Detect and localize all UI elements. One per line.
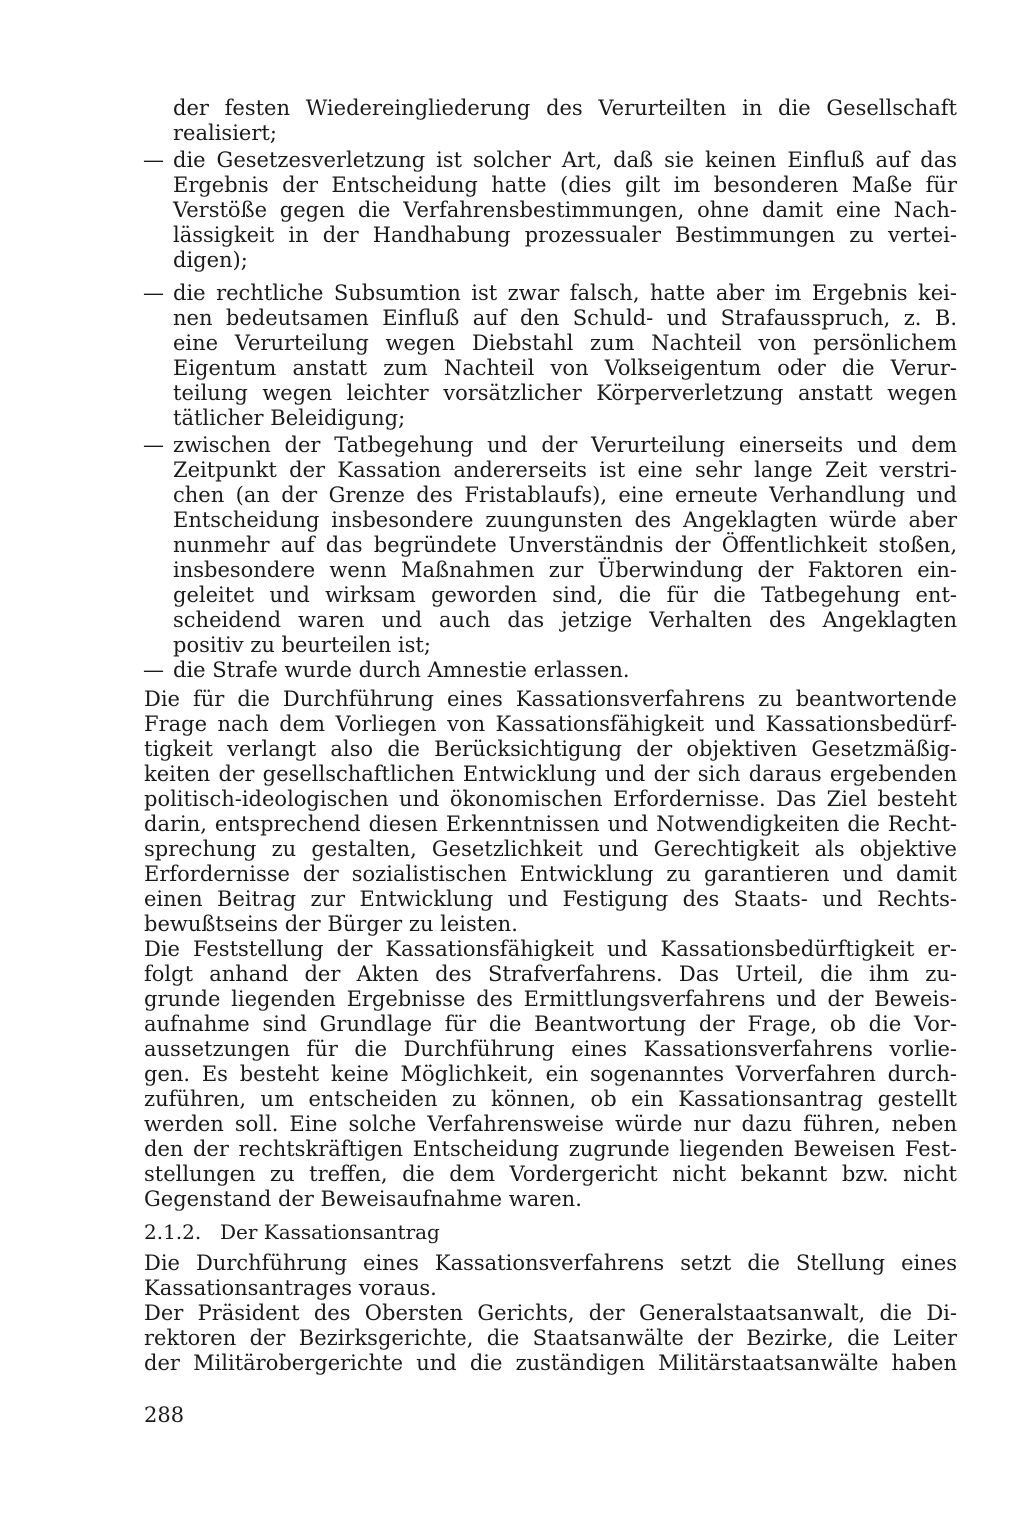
text-line: folgt anhand der Akten des Strafverfahrens. Das Urteil, die ihm zu- xyxy=(144,962,957,986)
text-line: die Strafe wurde durch Amnestie erlassen. xyxy=(173,658,630,682)
text-line: werden soll. Eine solche Verfahrensweise würde nur dazu führen, neben xyxy=(144,1112,957,1136)
text-line: politisch-ideologischen und ökonomischen Erfordernisse. Das Ziel besteht xyxy=(144,787,957,811)
bullet-dash: — xyxy=(143,658,164,682)
bullet-dash: — xyxy=(143,281,164,305)
text-line: zuführen, um entscheiden zu können, ob ein Kassationsantrag gestellt xyxy=(144,1087,957,1111)
text-line: Kassationsantrages voraus. xyxy=(144,1276,437,1300)
text-line: teilung wegen leichter vorsätzlicher Körperverletzung anstatt wegen xyxy=(173,381,957,405)
text-line: die rechtliche Subsumtion ist zwar falsch, hatte aber im Ergebnis kei- xyxy=(173,281,957,305)
text-line: Entscheidung insbesondere zuungunsten des Angeklagten würde aber xyxy=(173,508,957,532)
text-line: Ergebnis der Entscheidung hatte (dies gilt im besonderen Maße für xyxy=(173,173,957,197)
text-line: stellungen zu treffen, die dem Vordergericht nicht bekannt bzw. nicht xyxy=(144,1162,957,1186)
text-line: Die Feststellung der Kassationsfähigkeit und Kassationsbedürftigkeit er- xyxy=(144,937,957,961)
text-line: der Militärobergerichte und die zuständigen Militärstaatsanwälte haben xyxy=(144,1351,957,1375)
text-line: chen (an der Grenze des Fristablaufs), eine erneute Verhandlung und xyxy=(173,483,957,507)
bullet-dash: — xyxy=(143,148,164,172)
text-line: aussetzungen für die Durchführung eines Kassationsverfahrens vorlie- xyxy=(144,1037,957,1061)
text-line: scheidend waren und auch das jetzige Verhalten des Angeklagten xyxy=(173,608,957,632)
text-line: nen bedeutsamen Einfluß auf den Schuld- und Strafausspruch, z. B. xyxy=(173,306,957,330)
section-number: 2.1.2. xyxy=(144,1220,202,1244)
text-line: rektoren der Bezirksgerichte, die Staatsanwälte der Bezirke, die Leiter xyxy=(144,1326,957,1350)
text-line: Der Präsident des Obersten Gerichts, der Generalstaatsanwalt, die Di- xyxy=(144,1301,957,1325)
text-line: Eigentum anstatt zum Nachteil von Volkseigentum oder die Verur- xyxy=(173,356,957,380)
text-line: tigkeit verlangt also die Berücksichtigung der objektiven Gesetzmäßig- xyxy=(144,737,957,761)
text-line: realisiert; xyxy=(173,121,277,145)
text-line: zwischen der Tatbegehung und der Verurteilung einerseits und dem xyxy=(173,433,957,457)
text-line: Verstöße gegen die Verfahrensbestimmungen, ohne damit eine Nach- xyxy=(173,198,957,222)
text-line: Erfordernisse der sozialistischen Entwicklung zu garantieren und damit xyxy=(144,862,957,886)
text-line: positiv zu beurteilen ist; xyxy=(173,633,431,657)
text-line: insbesondere wenn Maßnahmen zur Überwindung der Faktoren ein- xyxy=(173,558,957,582)
text-line: aufnahme sind Grundlage für die Beantwortung der Frage, ob die Vor- xyxy=(144,1012,957,1036)
text-line: gen. Es besteht keine Möglichkeit, ein sogenanntes Vorverfahren durch- xyxy=(144,1062,957,1086)
bullet-dash: — xyxy=(143,433,164,457)
section-title: Der Kassationsantrag xyxy=(220,1220,440,1244)
text-line: lässigkeit in der Handhabung prozessualer Bestimmungen zu vertei- xyxy=(173,223,957,247)
text-line: Zeitpunkt der Kassation andererseits ist eine sehr lange Zeit verstri- xyxy=(173,458,957,482)
text-line: digen); xyxy=(173,248,248,272)
text-line: Frage nach dem Vorliegen von Kassationsfähigkeit und Kassationsbedürf- xyxy=(144,712,957,736)
text-line: tätlicher Beleidigung; xyxy=(173,406,406,430)
text-line: sprechung zu gestalten, Gesetzlichkeit und Gerechtigkeit als objektive xyxy=(144,837,957,861)
text-line: grunde liegenden Ergebnisse des Ermittlungsverfahrens und der Beweis- xyxy=(144,987,957,1011)
text-line: darin, entsprechend diesen Erkenntnissen und Notwendigkeiten die Recht- xyxy=(144,812,957,836)
text-line: Gegenstand der Beweisaufnahme waren. xyxy=(144,1187,582,1211)
text-line: die Gesetzesverletzung ist solcher Art, daß sie keinen Einfluß auf das xyxy=(173,148,957,172)
text-line: der festen Wiedereingliederung des Verurteilten in die Gesellschaft xyxy=(173,96,957,120)
text-line: geleitet und wirksam geworden sind, die für die Tatbegehung ent- xyxy=(173,583,957,607)
text-line: bewußtseins der Bürger zu leisten. xyxy=(144,912,518,936)
page-number: 288 xyxy=(144,1403,185,1427)
text-line: einen Beitrag zur Entwicklung und Festigung des Staats- und Rechts- xyxy=(144,887,957,911)
text-line: Die Durchführung eines Kassationsverfahrens setzt die Stellung eines xyxy=(144,1251,957,1275)
text-line: keiten der gesellschaftlichen Entwicklung und der sich daraus ergebenden xyxy=(144,762,957,786)
text-line: eine Verurteilung wegen Diebstahl zum Nachteil von persönlichem xyxy=(173,331,957,355)
text-line: den der rechtskräftigen Entscheidung zugrunde liegenden Beweisen Fest- xyxy=(144,1137,957,1161)
text-line: Die für die Durchführung eines Kassationsverfahrens zu beantwortende xyxy=(144,687,957,711)
text-line: nunmehr auf das begründete Unverständnis der Öffentlichkeit stoßen, xyxy=(173,533,957,557)
